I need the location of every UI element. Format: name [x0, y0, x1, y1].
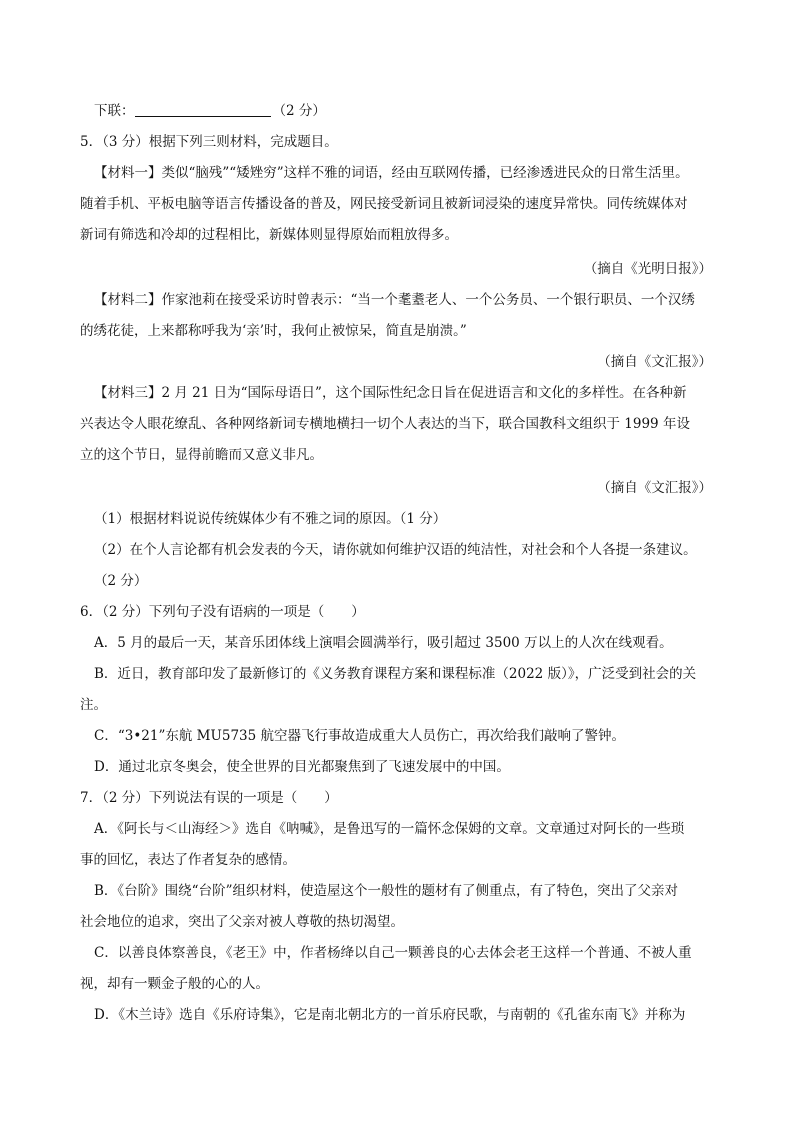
material-3-line-2: 兴表达令人眼花缭乱、各种网络新词专横地横扫一切个人表达的当下，联合国教科文组织于 1999 年设 — [80, 416, 690, 432]
question-7-option-a-line-1: A．《阿长与＜山海经＞》选自《呐喊》，是鲁迅写的一篇怀念保姆的文章。文章通过对阿长的一些琐 — [94, 821, 685, 837]
xialian-label: 下联： — [94, 103, 135, 119]
material-2-line-2: 的绣花徒，上来都称呼我为‘亲’时，我何止被惊呆，简直是崩溃。” — [80, 323, 467, 339]
material-2-line-1: 【材料二】作家池莉在接受采访时曾表示：“当一个耄耋老人、一个公务员、一个银行职员、一个汉绣 — [94, 292, 695, 308]
question-6-option-c: C．“3•21”东航 MU5735 航空器飞行事故造成重大人员伤亡，再次给我们敲响了警钟。 — [94, 728, 626, 744]
question-7-option-c-line-2: 视，却有一颗金子般的心的人。 — [80, 976, 269, 992]
question-5-part-1: （1）根据材料说说传统媒体少有不雅之词的原因。（1 分） — [94, 511, 447, 527]
material-3-source: （摘自《文汇报》） — [597, 480, 712, 496]
question-6-option-d: D．通过北京冬奥会，使全世界的目光都聚焦到了飞速发展中的中国。 — [94, 759, 510, 775]
question-5-part-2-line-2: （2 分） — [94, 573, 148, 589]
material-1-source: （摘自《光明日报》） — [583, 261, 712, 277]
material-1-line-1: 【材料一】类似“脑残”“矮矬穷”这样不雅的词语，经由互联网传播，已经渗透进民众的日常生活里。 — [94, 165, 689, 181]
xialian-score: （2 分） — [272, 103, 326, 119]
question-6-title: 6．（2 分）下列句子没有语病的一项是（ ） — [80, 604, 365, 620]
question-7-option-c-line-1: C．以善良体察善良，《老王》中，作者杨绛以自己一颗善良的心去体会老王这样一个普通、不被人重 — [94, 945, 692, 961]
question-7-option-a-line-2: 事的回忆，表达了作者复杂的感情。 — [80, 852, 296, 868]
question-5-part-2-line-1: （2）在个人言论都有机会发表的今天，请你就如何维护汉语的纯洁性，对社会和个人各提一条建议。 — [94, 542, 697, 558]
question-7-option-b-line-2: 社会地位的追求，突出了父亲对被人尊敬的热切渴望。 — [80, 914, 404, 930]
material-3-line-1: 【材料三】2 月 21 日为“国际母语日”，这个国际性纪念日旨在促进语言和文化的多样性。在各种新 — [94, 385, 687, 401]
xialian-line — [94, 102, 326, 120]
material-1-line-2: 随着手机、平板电脑等语言传播设备的普及，网民接受新词且被新词浸染的速度异常快。同传统媒体对 — [80, 196, 688, 212]
answer-blank[interactable] — [135, 103, 271, 117]
question-5-title: 5．（3 分）根据下列三则材料，完成题目。 — [80, 134, 338, 150]
question-6-option-b-line-2: 注。 — [80, 697, 107, 713]
question-7-option-d-line-1: D．《木兰诗》选自《乐府诗集》，它是南北朝北方的一首乐府民歌，与南朝的《孔雀东南飞》并称为 — [94, 1007, 686, 1023]
question-6-option-a: A．5 月的最后一天，某音乐团体线上演唱会圆满举行，吸引超过 3500 万以上的人次在线观看。 — [94, 635, 673, 651]
material-2-source: （摘自《文汇报》） — [597, 354, 712, 370]
question-6-option-b-line-1: B．近日，教育部印发了最新修订的《义务教育课程方案和课程标准（2022 版）》，广泛受到社会的关 — [94, 666, 697, 682]
question-7-option-b-line-1: B．《台阶》围绕“台阶”组织材料，使造屋这个一般性的题材有了侧重点，有了特色，突出了父亲对 — [94, 883, 678, 899]
question-7-title: 7．（2 分）下列说法有误的一项是（ ） — [80, 790, 338, 806]
material-1-line-3: 新词有筛选和冷却的过程相比，新媒体则显得原始而粗放得多。 — [80, 227, 458, 243]
material-3-line-3: 立的这个节日，显得前瞻而又意义非凡。 — [80, 447, 323, 463]
